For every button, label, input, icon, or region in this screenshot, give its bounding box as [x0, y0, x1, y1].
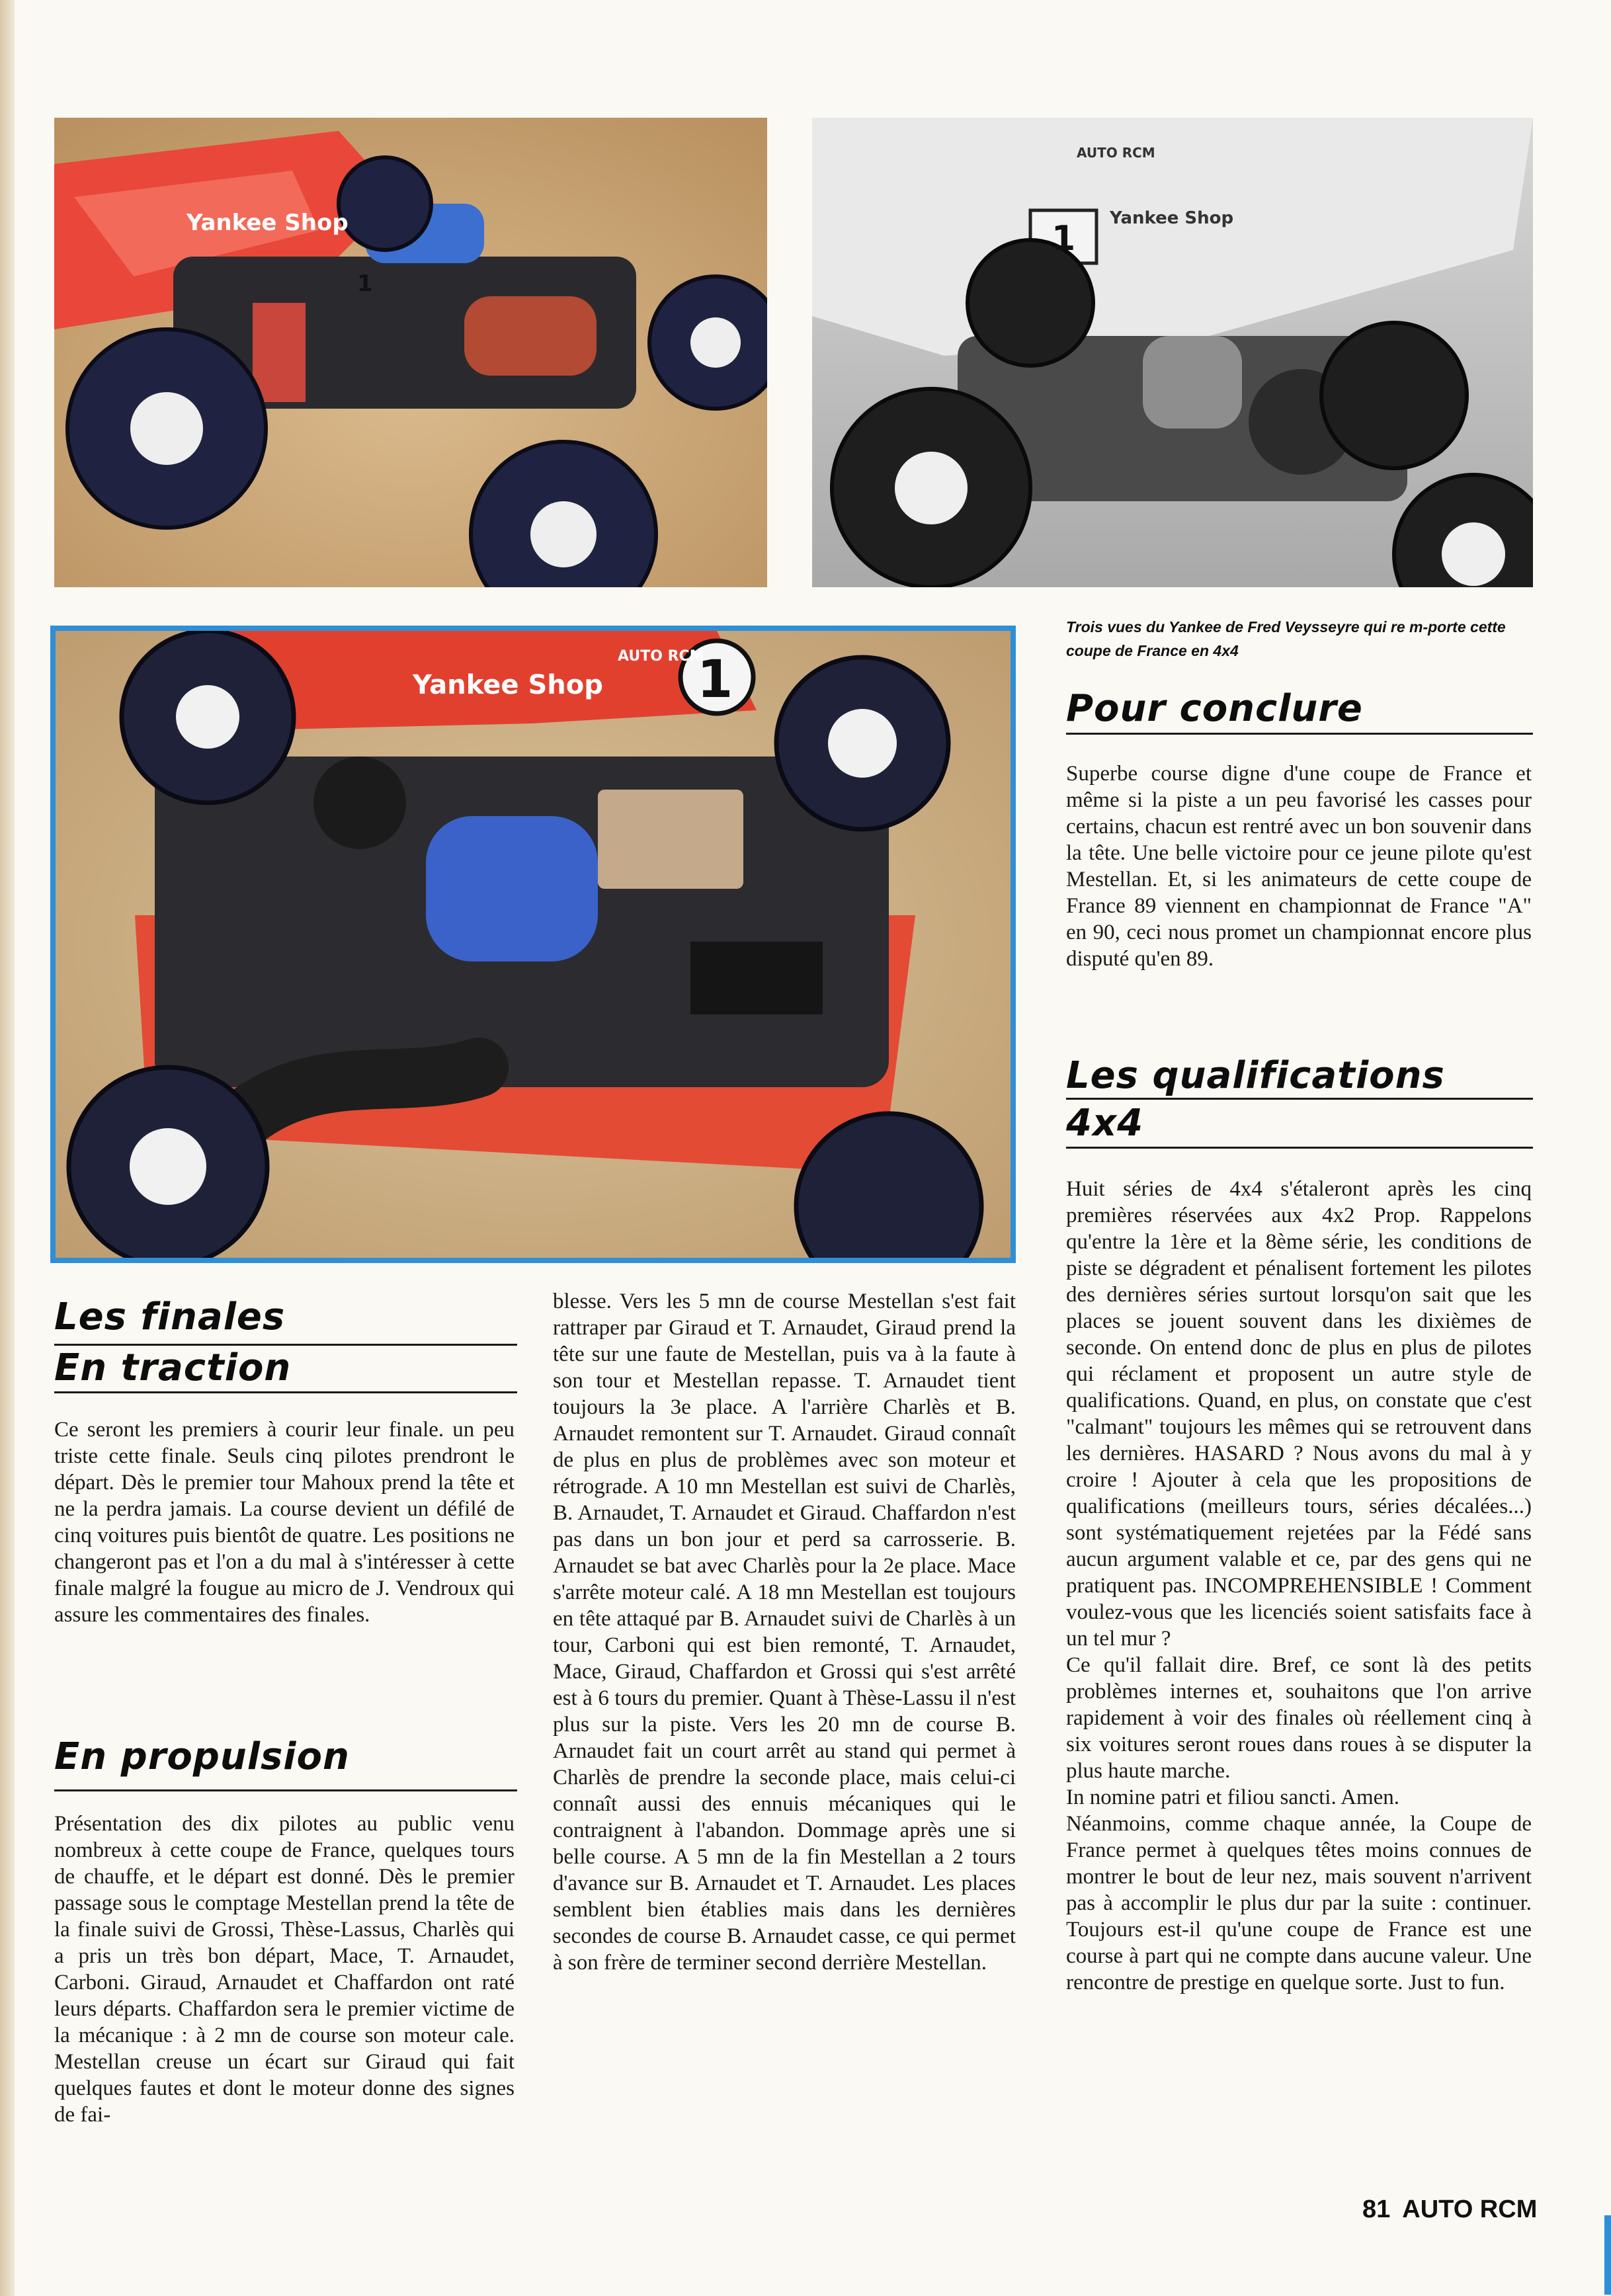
heading-rule — [54, 1789, 517, 1791]
paragraph-text: blesse. Vers les 5 mn de course Mestellan s'est fait rattraper par Giraud et T. Arnaudet, Giraud prend la tête sur une faute de Mestellan, puis va à la faute à son tour et Mestellan repasse. T. Arnaudet tient toujours la 3e place. A l'arrière Charlès et B. Arnaudet remontent sur T. Arnaudet. Giraud connaît de plus en plus de problèmes avec son moteur et rétrograde. A 10 mn Mestellan est suivi de Charlès, B. Arnaudet, T. Arnaudet et Giraud. Chaffardon n'est pas dans un bon jour et perd sa carrosserie. B. Arnaudet se bat avec Charlès pour la 2e place. Mace s'arrête moteur calé. A 18 mn Mestellan est toujours en tête attaqué par B. Arnaudet suivi de Charlès à un tour, Carboni qui est bien remonté, T. Arnaudet, Mace, Giraud, Chaffardon et Grossi qui s'est arrêté est à 6 tours du premier. Quant à Thèse-Lassu il n'est plus sur la piste. Vers les 20 mn de course B. Arnaudet fait un court arrêt au stand qui permet à Charlès de prendre la seconde place, mais celui-ci connaît aussi des ennuis mécaniques qui le contraignent à l'abandon. Dommage après une si belle course. A 5 mn de la fin Mestellan a 2 tours d'avance sur B. Arnaudet et T. Arnaudet. Les places semblent bien établies mais dans les dernières secondes de course B. Arnaudet casse, ce qui permet à son frère de terminer second derrière Mestellan. — [553, 1290, 1016, 1975]
car-number: 1 — [1052, 219, 1076, 259]
sticker-text: Yankee Shop — [186, 210, 349, 236]
qualif-paragraph-3: In nomine patri et filiou sancti. Amen. — [1066, 1785, 1400, 1809]
qualifications-text — [1066, 1176, 1532, 1996]
paragraph-text: Superbe course digne d'une coupe de France et même si la piste a un peu favorisé les casses pour certains, chacun est rentré avec un bon souvenir dans la tête. Une belle victoire pour ce jeune pilote qu'est Mestellan. Et, si les animateurs de cette coupe de France 89 viennent en championnat de France "A" en 90, ceci nous promet un championnat encore plus disputé qu'en 89. — [1066, 762, 1532, 971]
heading-qualifications: Les qualifications — [1066, 1054, 1445, 1097]
photo-caption: Trois vues du Yankee de Fred Veysseyre qui re m-porte cette coupe de France en 4x4 — [1066, 618, 1506, 659]
page-edge — [0, 0, 15, 2296]
heading-pour-conclure: Pour conclure — [1066, 687, 1363, 730]
qualif-paragraph-4: Néanmoins, comme chaque année, la Coupe de France permet à quelques têtes moins connues de montrer le bout de leur nez, mais souvent n'arrivent pas à accomplir le plus dur par la suite : continuer. Toujours est-il qu'une coupe de France est une course à part qui ne compte dans aucune valeur. Une rencontre de prestige en quelque sorte. Just to fun. — [1066, 1812, 1532, 1994]
heading-en-propulsion: En propulsion — [54, 1735, 350, 1778]
heading-rule — [1066, 733, 1533, 735]
qualif-paragraph-1: Huit séries de 4x4 s'étaleront après les cinq premières réservées aux 4x2 Prop. Rappelons qu'entre la 1ère et la 8ème série, les conditions de piste se dégradent et pénalisent fortement les pilotes des dernières séries surtout lorsqu'on sait que les places se jouent souvent dans les dixièmes de seconde. On entend donc de plus en plus de pilotes qui réclament et proposent un autre style de qualifications. Quand, en plus, on constate que c'est "calmant" toujours les mêmes qui se retrouvent dans les dernières. HASARD ? Nous avons du mal à y croire ! Ajouter à cela que les propositions de qualifications (meilleurs tours, séries décalées...) sont systématiquement rejetées par la Fédé sans aucun argument valable et ce, par des gens qui ne pratiquent pas. INCOMPREHENSIBLE ! Comment voulez-vous que les licenciés soient satisfaits face à un tel mur ? — [1066, 1177, 1532, 1651]
paragraph-text: Présentation des dix pilotes au public venu nombreux à cette coupe de France, quelques tours de chauffe, et le départ est donné. Dès le premier passage sous le comptage Mestellan prend la tête de la finale suivi de Grossi, Thèse-Lassus, Charlès qui a pris un très bon départ, Mace, T. Arnaudet, Carboni. Giraud, Arnaudet et Chaffardon ont raté leurs départs. Chaffardon sera le premier victime de la mécanique : à 2 mn de course son moteur cale. Mestellan creuse un écart sur Giraud qui fait quelques fautes et dont le moteur donne des signes de fai- — [54, 1812, 515, 2127]
sticker-text: Yankee Shop — [413, 670, 603, 700]
magazine-name: AUTO RCM — [1402, 2195, 1538, 2223]
car-number: 1 — [357, 270, 373, 297]
heading-les-finales: Les finales — [54, 1295, 286, 1338]
page-footer — [1362, 2195, 1537, 2224]
car-number: 1 — [697, 650, 733, 710]
photo-top-left — [54, 118, 767, 587]
heading-4x4: 4x4 — [1066, 1102, 1144, 1145]
heading-en-traction: En traction — [54, 1346, 292, 1389]
qualif-paragraph-2: Ce qu'il fallait dire. Bref, ce sont là des petits problèmes internes et, souhaitons que l'on arrive rapidement à voir des finales où réellement cinq à six voitures seront roues dans roues à se disputer la plus haute marche. — [1066, 1653, 1532, 1783]
brand-text: AUTO RCM — [618, 648, 704, 665]
sticker-text: Yankee Shop — [1110, 208, 1234, 228]
brand-text: AUTO RCM — [1077, 145, 1155, 161]
conclure-paragraph — [1066, 760, 1532, 972]
paragraph-text: Ce seront les premiers à courir leur finale. un peu triste cette finale. Seuls cinq pilotes prendront le départ. Dès le premier tour Mahoux prend la tête et ne la perdra jamais. La course devient un défilé de cinq voitures puis bientôt de quatre. Les positions ne changeront pas et l'on a du mal à s'intéresser à cette finale malgré la fougue au micro de J. Vendroux qui assure les commentaires des finales. — [54, 1418, 515, 1627]
photo-top-right — [812, 118, 1533, 587]
heading-rule — [1066, 1147, 1533, 1149]
edge-marker — [1604, 2215, 1611, 2295]
photo-middle — [50, 626, 1016, 1263]
page-number: 81 — [1362, 2195, 1391, 2223]
middle-column-text — [553, 1288, 1016, 1976]
heading-rule — [54, 1391, 517, 1393]
traction-paragraph — [54, 1416, 515, 1628]
propulsion-paragraph — [54, 1811, 515, 2128]
